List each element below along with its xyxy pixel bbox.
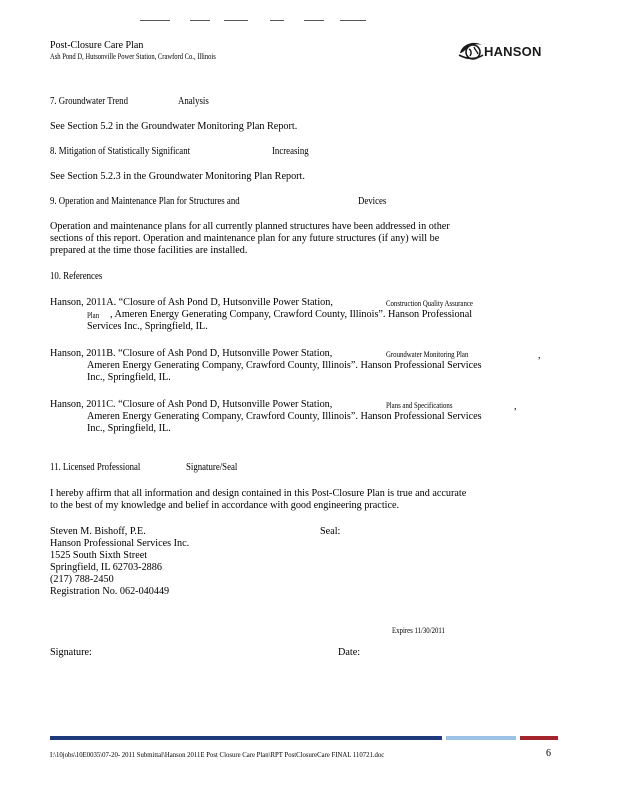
engineer-name: Steven M. Bishoff, P.E.	[50, 526, 146, 537]
logo-text: HANSON	[484, 44, 542, 59]
engineer-registration: Registration No. 062-040449	[50, 586, 170, 597]
reference-1-line: Hanson, 2011A. “Closure of Ash Pond D, Hutsonville Power Station,	[50, 297, 333, 308]
date-label: Date:	[338, 647, 361, 658]
engineer-phone: (217) 788-2450	[50, 574, 114, 585]
reference-2-doc-title: Groundwater Monitoring Plan	[386, 350, 469, 359]
section-9-heading-cont: Devices	[358, 196, 387, 207]
reference-2-line: Hanson, 2011B. “Closure of Ash Pond D, Hutsonville Power Station,	[50, 348, 333, 359]
section-11-heading-cont: Signature/Seal	[186, 462, 238, 473]
reference-3-comma: ,	[514, 401, 517, 412]
reference-3-line: Ameren Energy Generating Company, Crawford County, Illinois”. Hanson Professional Services	[87, 411, 482, 422]
footer-bar-red	[520, 736, 558, 740]
reference-3-line: Hanson, 2011C. “Closure of Ash Pond D, Hutsonville Power Station,	[50, 399, 333, 410]
reference-1-line: , Ameren Energy Generating Company, Crawford County, Illinois”. Hanson Professional	[110, 309, 473, 320]
header-title: Post-Closure Care Plan	[50, 40, 144, 51]
section-8-heading: 8. Mitigation of Statistically Significant	[50, 146, 191, 157]
footer-bar-navy	[50, 736, 442, 740]
section-9-text-line: prepared at the time those facilities are installed.	[50, 245, 248, 256]
section-9-text-line: sections of this report. Operation and maintenance plan for any future structures (if any) will be	[50, 233, 440, 244]
reference-1-line: Services Inc., Springfield, IL.	[87, 321, 208, 332]
reference-2-line: Ameren Energy Generating Company, Crawford County, Illinois”. Hanson Professional Services	[87, 360, 482, 371]
section-7-text: See Section 5.2 in the Groundwater Monitoring Plan Report.	[50, 121, 298, 132]
reference-3-doc-title: Plans and Specifications	[386, 401, 453, 410]
signature-label: Signature:	[50, 647, 92, 658]
footer-bar-light-blue	[446, 736, 516, 740]
header-subtitle: Ash Pond D, Hutsonville Power Station, Crawford Co., Illinois	[50, 52, 216, 61]
reference-2-comma: ,	[538, 350, 541, 361]
seal-expiration: Expires 11/30/2011	[392, 626, 445, 635]
engineer-company: Hanson Professional Services Inc.	[50, 538, 190, 549]
section-7-heading-cont: Analysis	[178, 96, 209, 107]
reference-1-doc-title: Construction Quality Assurance	[386, 299, 473, 308]
reference-2-line: Inc., Springfield, IL.	[87, 372, 171, 383]
section-10-heading: 10. References	[50, 271, 103, 282]
section-9-heading: 9. Operation and Maintenance Plan for Structures and	[50, 196, 240, 207]
globe-icon	[458, 41, 484, 61]
section-7-heading: 7. Groundwater Trend	[50, 96, 128, 107]
engineer-street: 1525 South Sixth Street	[50, 550, 148, 561]
section-8-heading-cont: Increasing	[272, 146, 309, 157]
section-11-heading: 11. Licensed Professional	[50, 462, 141, 473]
seal-label: Seal:	[320, 526, 341, 537]
footer-file-path: I:\10jobs\10E0035\07-20- 2011 Submittal\Hanson 2011E Post Closure Care Plan\RPT PostClosureCare FINAL 110721.doc	[50, 750, 385, 759]
reference-1-doc-title-cont: Plan	[87, 311, 100, 320]
section-9-text-line: Operation and maintenance plans for all currently planned structures have been addressed in other	[50, 221, 450, 232]
page-number: 6	[546, 748, 551, 759]
engineer-city: Springfield, IL 62703-2886	[50, 562, 162, 573]
section-8-text: See Section 5.2.3 in the Groundwater Monitoring Plan Report.	[50, 171, 305, 182]
affirmation-line: to the best of my knowledge and belief in accordance with good engineering practice.	[50, 500, 400, 511]
affirmation-line: I hereby affirm that all information and design contained in this Post-Closure Plan is true and accurate	[50, 488, 467, 499]
reference-3-line: Inc., Springfield, IL.	[87, 423, 171, 434]
